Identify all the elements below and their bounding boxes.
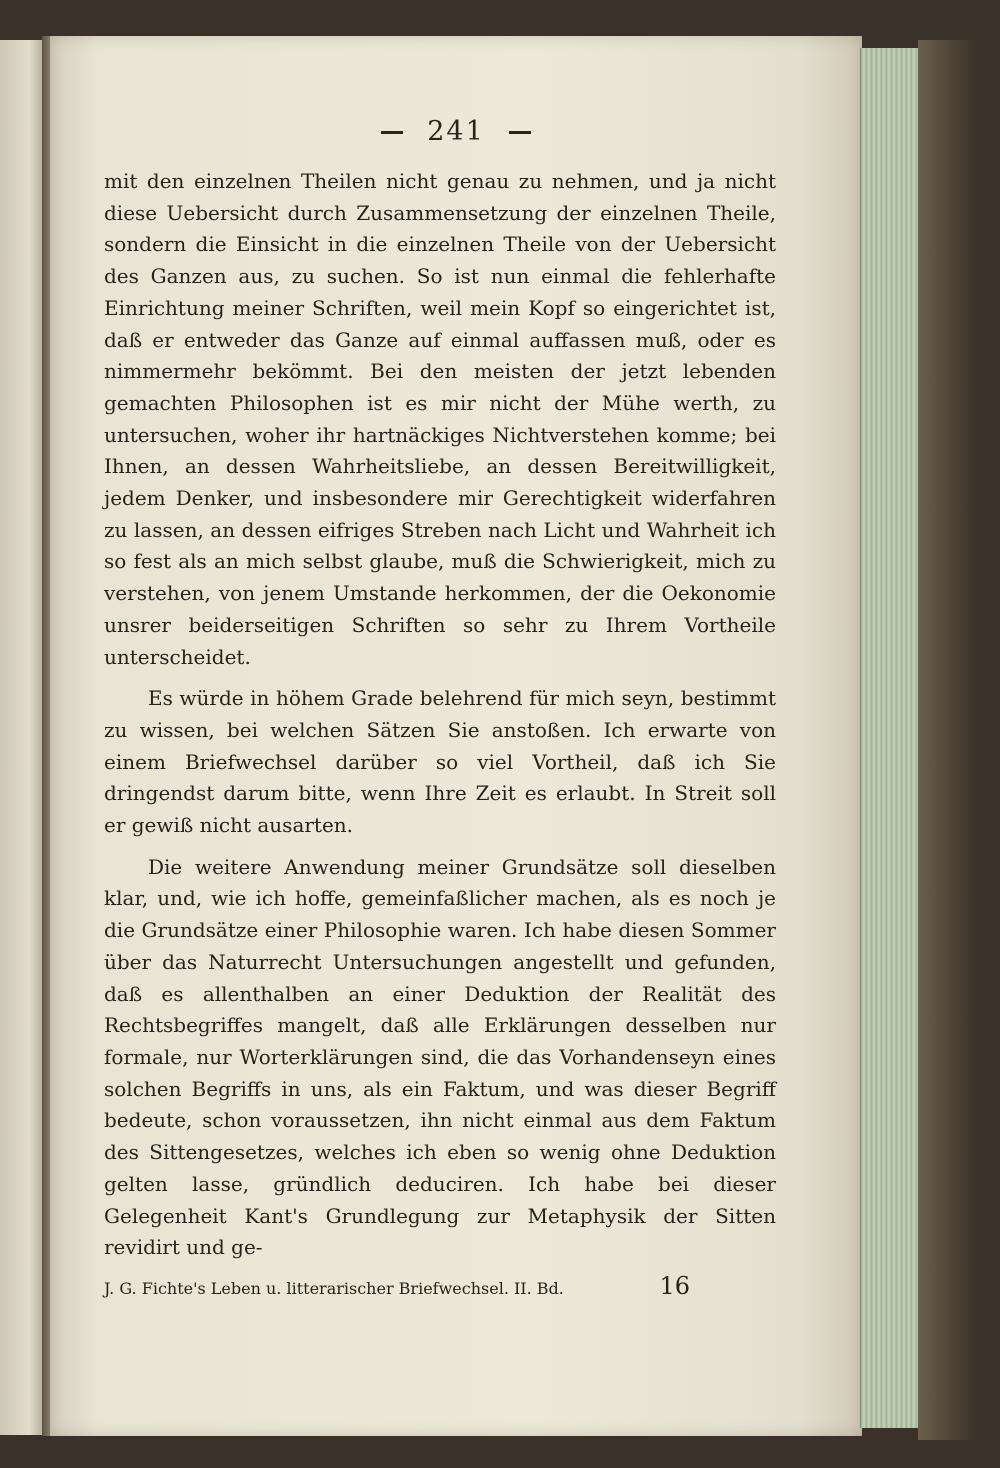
page-footer <box>104 1272 744 1300</box>
page-header <box>50 116 862 147</box>
page-number: 241 <box>427 116 485 147</box>
footer-signature-mark: 16 <box>659 1272 690 1300</box>
header-dash-left <box>381 131 403 134</box>
header-dash-right <box>509 131 531 134</box>
footer-book-title: J. G. Fichte's Leben u. litterarischer Briefwechsel. II. Bd. <box>104 1279 564 1298</box>
page-text <box>104 166 776 1264</box>
book-page <box>50 36 862 1436</box>
left-page-edge <box>0 40 44 1435</box>
paragraph-3: Die weitere Anwendung meiner Grundsätze soll dieselben klar, und, wie ich hoffe, gemeinfaßlicher machen, als es noch je die Grundsätze einer Philosophie waren. Ich habe diesen Sommer über das Naturrecht Untersuchungen angestellt und gefunden, daß es allenthalben an einer Deduktion der Realität des Rechtsbegriffes mangelt, daß alle Erklärungen desselben nur formale, nur Worterklärungen sind, die das Vorhandenseyn eines solchen Begriffs in uns, als ein Faktum, und was dieser Begriff bedeute, schon voraussetzen, ihn nicht einmal aus dem Faktum des Sittengesetzes, welches ich eben so wenig ohne Deduktion gelten lasse, gründlich deduciren. Ich habe bei dieser Gelegenheit Kant's Grundlegung zur Metaphysik der Sitten revidirt und ge- <box>104 854 776 1260</box>
page-block-edge <box>860 48 919 1428</box>
paragraph-2: Es würde in höhem Grade belehrend für mich seyn, bestimmt zu wissen, bei welchen Sätzen Sie anstoßen. Ich erwarte von einem Briefwechsel darüber so viel Vortheil, daß ich Sie dringendst darum bitte, wenn Ihre Zeit es erlaubt. In Streit soll er gewiß nicht ausarten. <box>104 686 776 838</box>
book-cover-right <box>918 40 978 1440</box>
paragraph-1: mit den einzelnen Theilen nicht genau zu nehmen, und ja nicht diese Uebersicht durch Zusammensetzung der einzelnen Theile, sondern die Einsicht in die einzelnen Theile von der Uebersicht des Ganzen aus, zu suchen. So ist nun einmal die fehlerhafte Einrichtung meiner Schriften, weil mein Kopf so eingerichtet ist, daß er entweder das Ganze auf einmal auffassen muß, oder es nimmermehr bekömmt. Bei den meisten der jetzt lebenden gemachten Philosophen ist es mir nicht der Mühe werth, zu untersuchen, woher ihr hartnäckiges Nichtverstehen komme; bei Ihnen, an dessen Wahrheitsliebe, an dessen Bereitwilligkeit, jedem Denker, und insbesondere mir Gerechtigkeit widerfahren zu lassen, an dessen eifriges Streben nach Licht und Wahrheit ich so fest als an mich selbst glaube, muß die Schwierigkeit, mich zu verstehen, von jenem Umstande herkommen, der die Oekonomie unsrer beiderseitigen Schriften so sehr zu Ihrem Vortheile unterscheidet. <box>104 169 776 669</box>
